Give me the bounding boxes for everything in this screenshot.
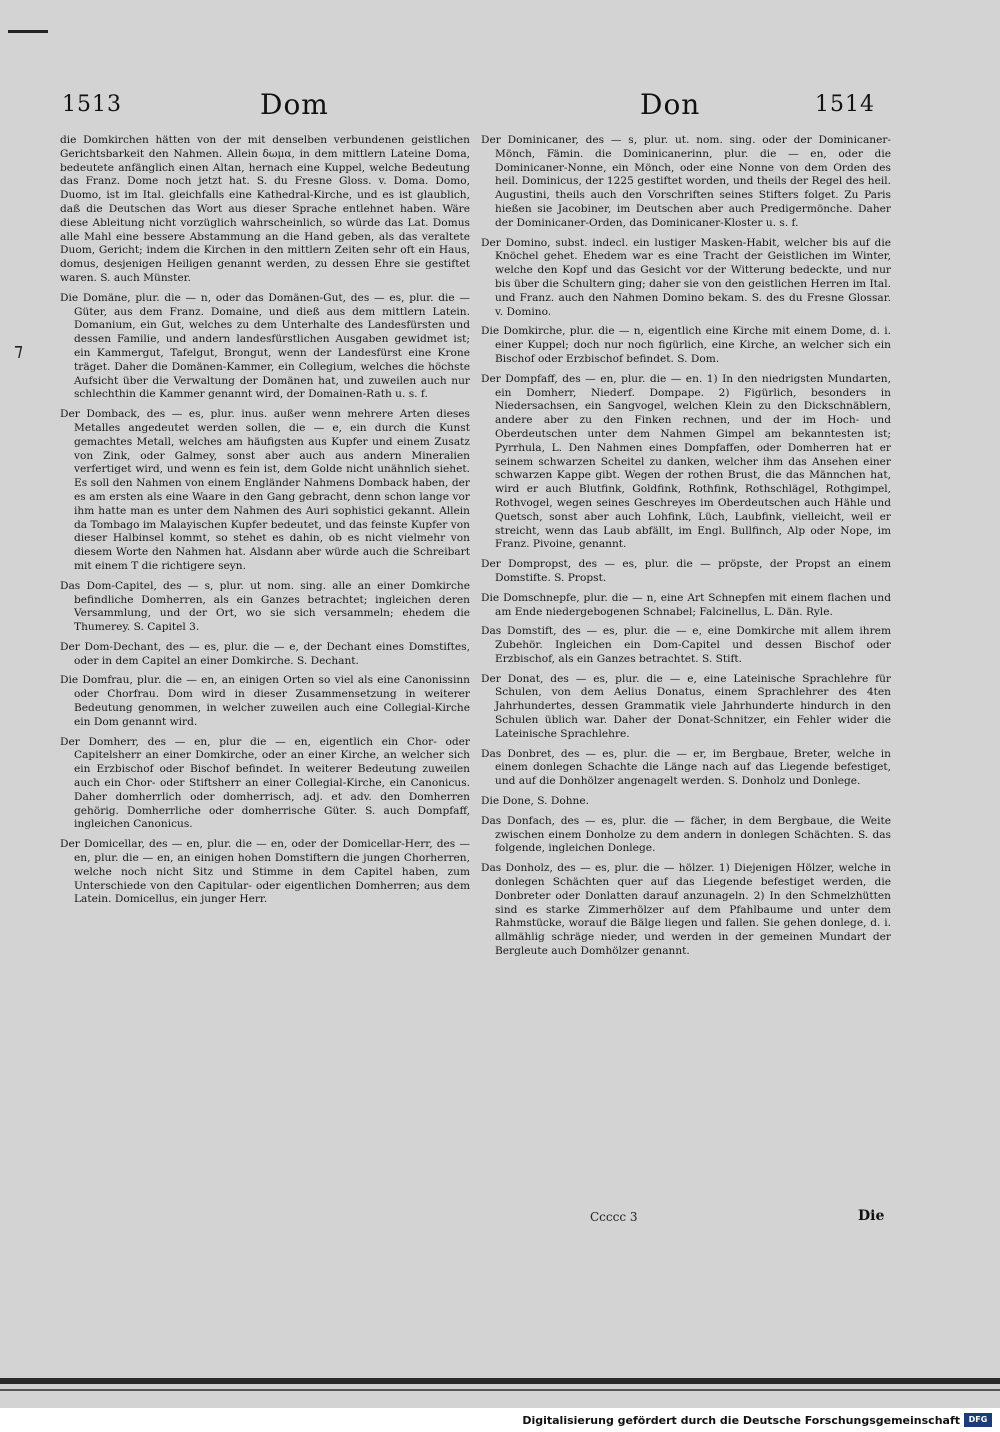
running-head-right: Don [640,88,701,121]
signature-mark: Ccccc 3 [590,1210,638,1224]
page-header [60,86,880,126]
entry-domino: Der Domino, subst. indecl. ein lustiger Masken-Habit, welcher bis auf die Knöchel gehet. Ehedem war es eine Tracht der Geistlichen im Winter, welche den Kopf und das Gesicht vor der Witterung bedeckte, und nur bis über die Schultern ging; daher sie von den geistlichen Herren im Ital. und Franz. auch den Nahmen Domino bekam. S. des du Fresne Glossar. v. Domino. [481,236,891,318]
entry-continuation: die Domkirchen hätten von der mit denselben verbundenen geistlichen Gerichtsbarkeit den Nahmen. Allein δωμα, in dem mittlern Lateine Doma, bedeutete anfänglich einen Altan, hernach eine Kuppel, welche Bedeutung das Franz. Dome noch jetzt hat. S. du Fresne Gloss. v. Doma. Domo, Duomo, ist im Ital. gleichfalls eine Kathedral-Kirche, und es ist glaublich, daß die Deutschen das Wort aus dieser Sprache entlehnet haben. Wäre diese Ableitung nicht vorzüglich wahrscheinlich, so würde das Lat. Domus alle Mahl eine bessere Abstammung an die Hand geben, als das veraltete Duom, Gericht; indem die Kirchen in den mittlern Zeiten sehr oft ein Haus, domus, desjenigen Heiligen genannt werden, zu dessen Ehre sie gestiftet waren. S. auch Münster. [60,134,470,284]
entry-domback: Der Domback, des — es, plur. inus. außer wenn mehrere Arten dieses Metalles angedeutet werden sollen, die — e, ein durch die Kunst gemachtes Metall, welches am häufigsten aus Kupfer und einem Zusatz von Zink, oder Galmey, sonst aber auch aus andern Mineralien verfertiget wird, und wenn es fein ist, dem Golde nicht unähnlich siehet. Es soll den Nahmen von einem Engländer Nahmens Domback haben, der es am ersten als eine Waare in den Gang gebracht, denn schon lange vor ihm hatte man es unter dem Nahmen des Auri sophistici gekannt. Allein da Tombago im Malayischen Kupfer bedeutet, und das feinste Kupfer von dieser Halbinsel kommt, so stehet es dahin, ob es nicht vielmehr von diesem Worte den Nahmen hat. Alsdann aber würde auch die Schreibart mit einem T die richtigere seyn. [60,408,470,572]
entry-donbret: Das Donbret, des — es, plur. die — er, im Bergbaue, Breter, welche in einem donlegen Schachte die Länge nach auf das Liegende befestiget, und auf die Donhölzer angenagelt werden. S. Donholz und Donlege. [481,747,891,788]
entry-domstift: Das Domstift, des — es, plur. die — e, eine Domkirche mit allem ihrem Zubehör. Ingleichen ein Dom-Capitel und dessen Bischof oder Erzbischof, als ein Ganzes betrachtet. S. Stift. [481,625,891,665]
entry-domherr: Der Domherr, des — en, plur die — en, eigentlich ein Chor- oder Capitelsherr an einer Domkirche, oder an einer Kirche, an welcher sich ein Erzbischof oder Bischof befindet. In weiterer Bedeutung zuweilen auch ein Chor- oder Stiftsherr an einer Collegial-Kirche, ein Canonicus. Daher domherrlich oder domherrisch, adj. et adv. den Domherren gehörig. Domherrliche oder domherrische Güter. S. auch Dompfaff, ingleichen Canonicus. [60,735,470,831]
entry-domicellar: Der Domicellar, des — en, plur. die — en, oder der Domicellar-Herr, des — en, plur. die — en, an einigen hohen Domstiftern die jungen Chorherren, welche noch nicht Sitz und Stimme in dem Capitel haben, zum Unterschiede von den Capitular- oder eigentlichen Domherren; aus dem Latein. Domicellus, ein junger Herr. [60,838,470,906]
entry-domfrau: Die Domfrau, plur. die — en, an einigen Orten so viel als eine Canonissinn oder Chorfrau. Dom wird in dieser Zusammensetzung in weiterer Bedeutung genommen, in welcher zuweilen auch eine Collegial-Kirche ein Dom genannt wird. [60,674,470,728]
entry-domaene: Die Domäne, plur. die — n, oder das Domänen-Gut, des — es, plur. die — Güter, aus dem Franz. Domaine, und dieß aus dem mittlern Latein. Domanium, ein Gut, welches zu dem Unterhalte des Landesfürsten und dessen Familie, und andern landesfürstlichen Ausgaben gewidmet ist; ein Kammergut, Tafelgut, Brongut, wenn der Landesfürst eine Krone träget. Daher die Domänen-Kammer, ein Collegium, welches die höchste Aufsicht über die Verwaltung der Domänen hat, und zuweilen auch nur schlechthin die Kammer genannt wird, der Domainen-Rath u. s. f. [60,291,470,401]
scan-bottom-edge [0,1378,1000,1384]
entry-domkirche: Die Domkirche, plur. die — n, eigentlich eine Kirche mit einem Dome, d. i. einer Kuppel; doch nur noch figürlich, eine Kirche, an welcher sich ein Bischof oder Erzbischof befindet. S. Dom. [481,325,891,365]
entry-dom-capitel: Das Dom-Capitel, des — s, plur. ut nom. sing. alle an einer Domkirche befindliche Domherren, als ein Ganzes betrachtet; ingleichen deren Versammlung, und der Ort, wo sie sich versammeln; ehedem die Thumerey. S. Capitel 3. [60,579,470,634]
scan-bottom-line [0,1389,1000,1391]
page-number-right: 1514 [815,92,875,117]
entry-donholz: Das Donholz, des — es, plur. die — hölzer. 1) Diejenigen Hölzer, welche in donlegen Schächten quer auf das Liegende befestiget werden, die Donbreter oder Donlatten darauf anzunageln. 2) In den Schmelzhütten sind es starke Zimmerhölzer auf dem Pfahlbaume und unter dem Rahmstücke, worauf die Bälge liegen und fallen. Sie gehen donlege, d. i. allmählig schräge nieder, und werden in der gemeinen Mundart der Bergleute auch Domhölzer genannt. [481,862,891,958]
entry-dominicaner: Der Dominicaner, des — s, plur. ut. nom. sing. oder der Dominicaner-Mönch, Fämin. die Dominicanerinn, plur. die — en, oder die Dominicaner-Nonne, ein Mönch, oder eine Nonne von dem Orden des heil. Dominicus, der 1225 gestiftet worden, und theils der Regel des heil. Augustini, theils auch den Vorschriften seines Stifters folget. Zu Paris hießen sie Jacobiner, im Deutschen aber auch Predigermönche. Daher der Dominicaner-Orden, das Dominicaner-Kloster u. s. f. [481,134,891,229]
page-number-left: 1513 [62,92,122,117]
scan-edge-mark [8,30,48,33]
entry-done: Die Done, S. Dohne. [481,795,589,808]
footer-bar [0,1408,1000,1432]
funding-notice: Digitalisierung gefördert durch die Deutsche Forschungsgemeinschaft [522,1414,960,1427]
dfg-logo-icon[interactable]: DFG [964,1413,992,1427]
right-column [481,134,891,965]
entry-domschnepfe: Die Domschnepfe, plur. die — n, eine Art Schnepfen mit einem flachen und am Ende niedergebogenen Schnabel; Falcinellus, L. Dän. Ryle. [481,591,891,618]
entry-dompropst: Der Dompropst, des — es, plur. die — pröpste, der Propst an einem Domstifte. S. Propst. [481,558,891,584]
entry-dompfaff: Der Dompfaff, des — en, plur. die — en. 1) In den niedrigsten Mundarten, ein Domherr, Niederf. Dompape. 2) Figürlich, besonders in Niedersachsen, ein Sangvogel, welchen Klein zu den Dickschnäblern, andere aber zu den Finken rechnen, und der im Hoch- und Oberdeutschen unter dem Nahmen Gimpel am bekanntesten ist; Pyrrhula, L. Den Nahmen eines Dompfaffen, oder Domherren hat er seinem schwarzen Scheitel zu danken, welcher ihm das Ansehen einer schwarzen Kappe gibt. Wegen der rothen Brust, die das Männchen hat, wird er auch Blutfink, Goldfink, Rothfink, Rothschlägel, Rothgimpel, Rothvogel, wegen seines Geschreyes im Oberdeutschen auch Hähle und Quetsch, sonst aber auch Lohfink, Lüch, Laubfink, vielleicht, weil er streicht, wenn das Laub abfällt, im Engl. Bullfinch, Alp oder Nope, im Franz. Pivoine, genannt. [481,372,891,551]
entry-donfach: Das Donfach, des — es, plur. die — fächer, in dem Bergbaue, die Weite zwischen einem Donholze zu dem andern in donlegen Schächten. S. das folgende, ingleichen Donlege. [481,814,891,855]
entry-donat: Der Donat, des — es, plur. die — e, eine Lateinische Sprachlehre für Schulen, von dem Aelius Donatus, einem Sprachlehrer des 4ten Jahrhundertes, dessen Grammatik viele Jahrhunderte hindurch in den Schulen üblich war. Daher der Donat-Schnitzer, ein Fehler wider die Lateinische Sprachlehre. [481,672,891,740]
left-column [60,134,470,913]
entry-dom-dechant: Der Dom-Dechant, des — es, plur. die — e, der Dechant eines Domstiftes, oder in dem Capitel an einer Domkirche. S. Dechant. [60,640,470,667]
catchword: Die [858,1208,885,1224]
margin-mark: ⁊ [14,340,23,361]
running-head-left: Dom [260,88,329,121]
